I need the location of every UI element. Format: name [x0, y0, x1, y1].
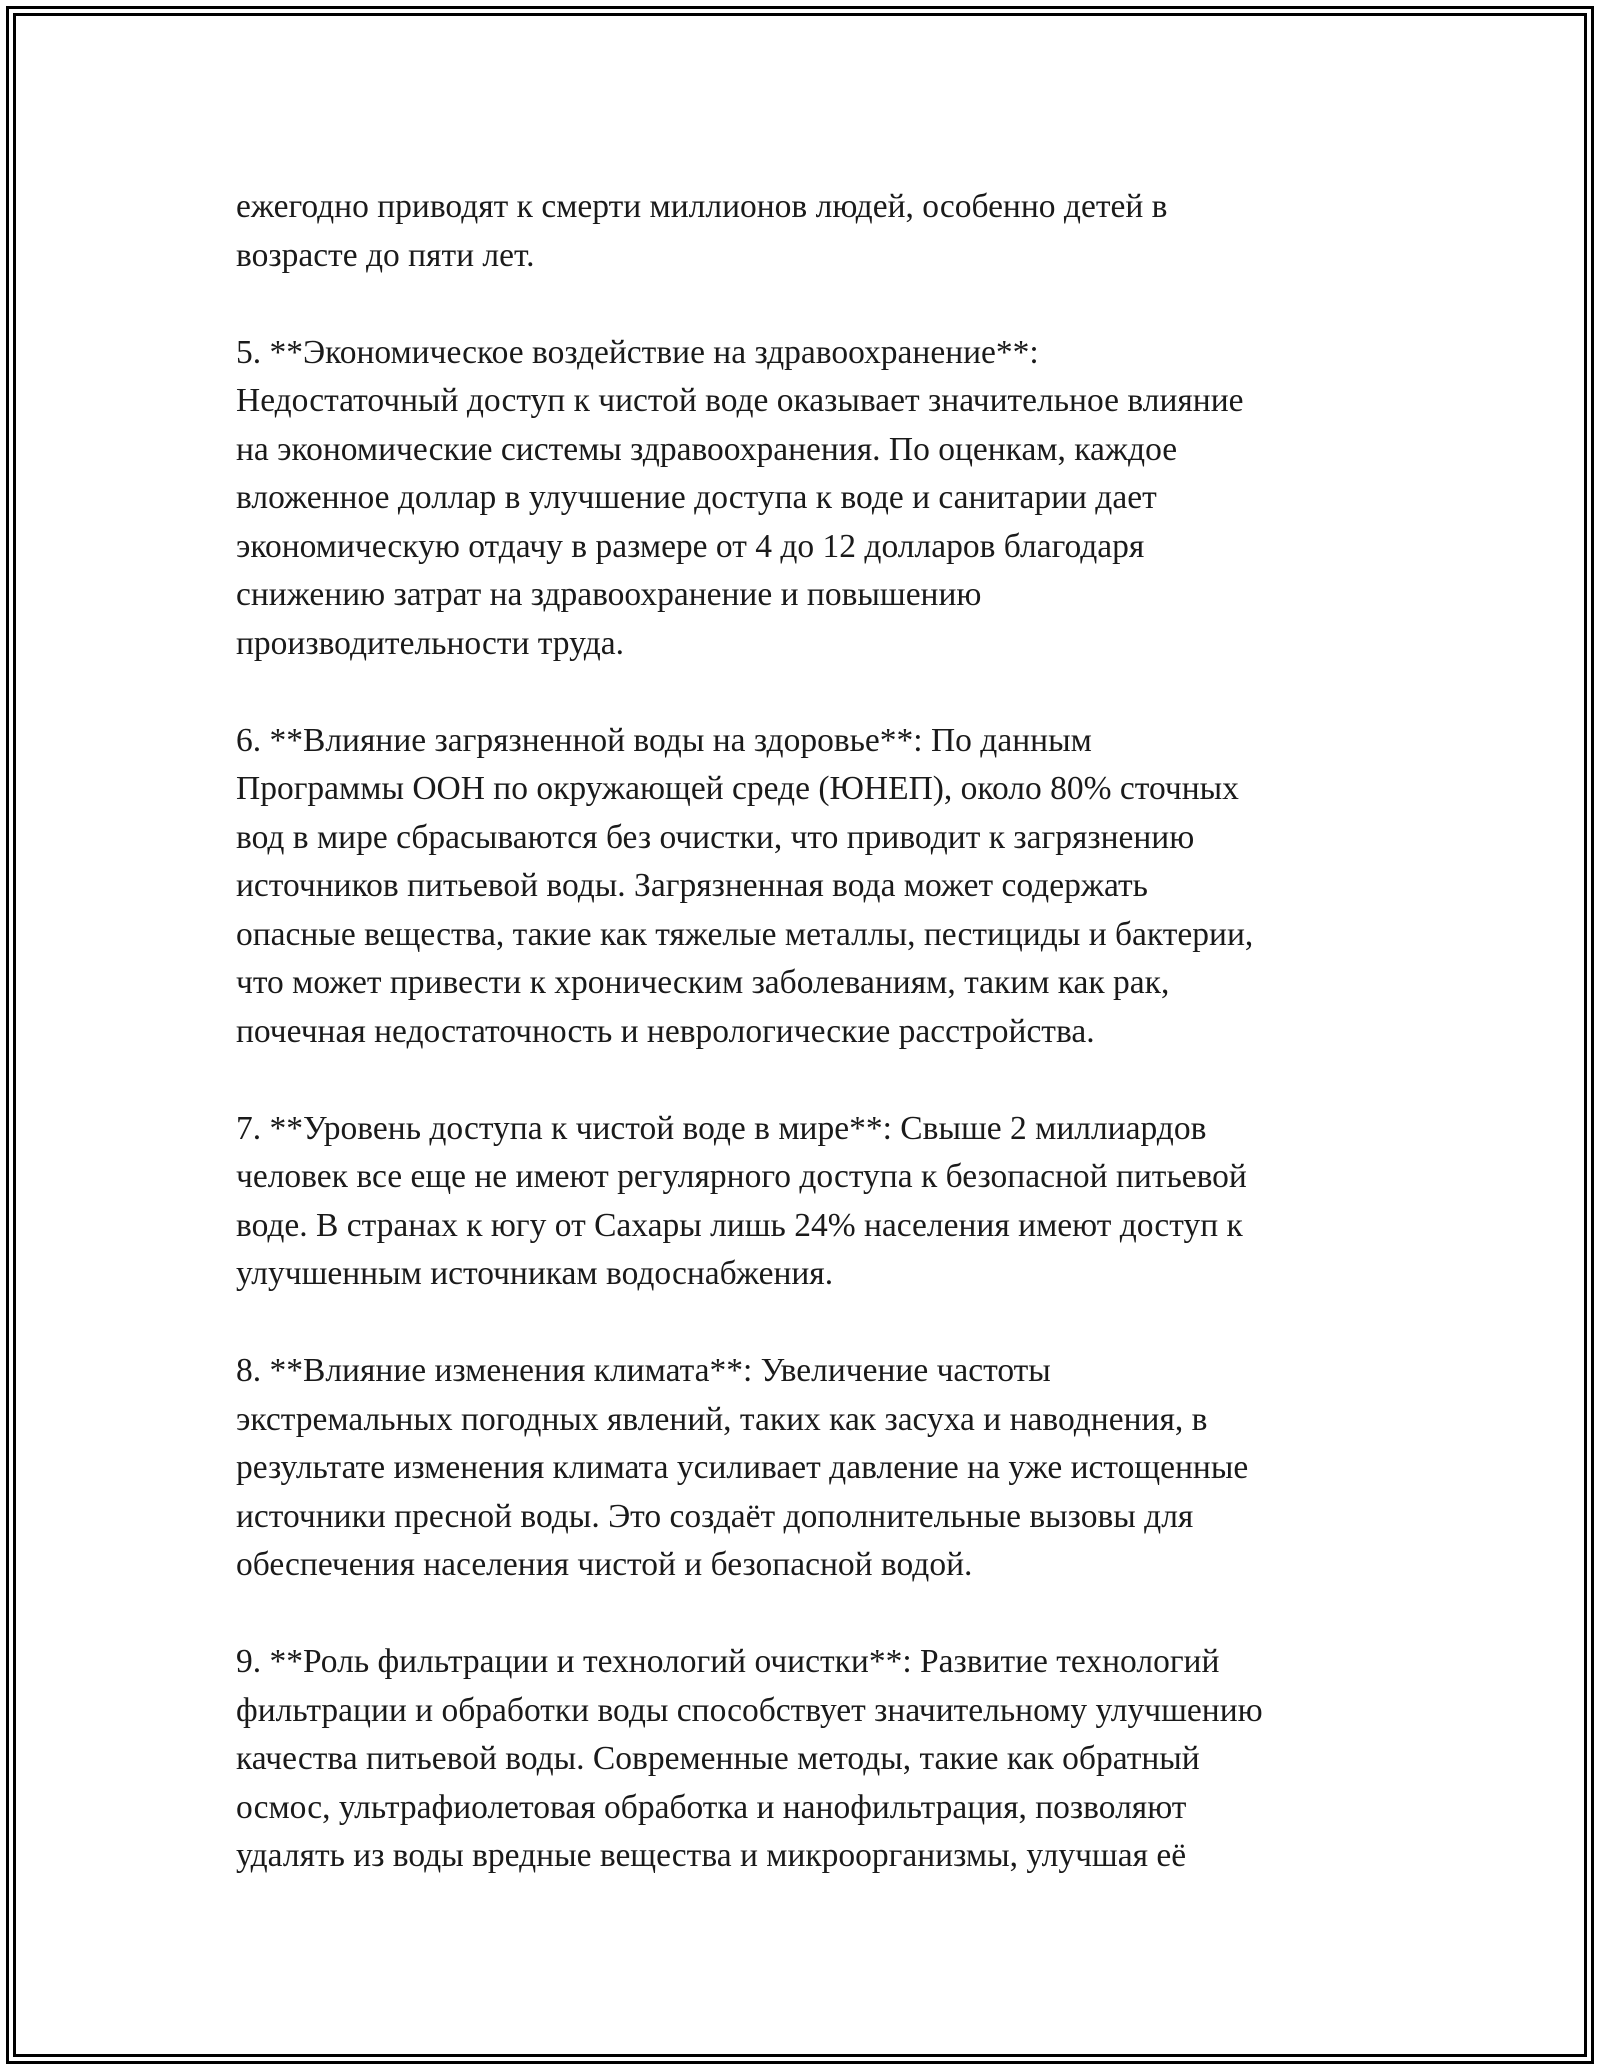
document-body	[236, 183, 1386, 1929]
paragraph-item-5: 5. **Экономическое воздействие на здравоохранение**: Недостаточный доступ к чистой воде оказывает значительное влияние на экономические системы здравоохранения. По оценкам, каждое вложенное доллар в улучшение доступа к воде и санитарии дает экономическую отдачу в размере от 4 до 12 долларов благодаря снижению затрат на здравоохранение и повышению производительности труда.	[236, 333, 1244, 662]
paragraph-item-6: 6. **Влияние загрязненной воды на здоровье**: По данным Программы ООН по окружающей среде (ЮНЕП), около 80% сточных вод в мире сбрасываются без очистки, что приводит к загрязнению источников питьевой воды. Загрязненная вода может содержать опасные вещества, такие как тяжелые металлы, пестициды и бактерии, что может привести к хроническим заболеваниям, таким как рак, почечная недостаточность и неврологические расстройства.	[236, 721, 1254, 1050]
paragraph-continuation: ежегодно приводят к смерти миллионов людей, особенно детей в возрасте до пяти лет.	[236, 188, 1168, 274]
paragraph-item-7: 7. **Уровень доступа к чистой воде в мире**: Свыше 2 миллиардов человек все еще не имеют регулярного доступа к безопасной питьевой воде. В странах к югу от Сахары лишь 24% населения имеют доступ к улучшенным источникам водоснабжения.	[236, 1109, 1247, 1292]
paragraph-item-9: 9. **Роль фильтрации и технологий очистки**: Развитие технологий фильтрации и обработки воды способствует значительному улучшению качества питьевой воды. Современные методы, такие как обратный осмос, ультрафиолетовая обработка и нанофильтрация, позволяют удалять из воды вредные вещества и микроорганизмы, улучшая её	[236, 1643, 1263, 1874]
paragraph-item-8: 8. **Влияние изменения климата**: Увеличение частоты экстремальных погодных явлений, таких как засуха и наводнения, в результате изменения климата усиливает давление на уже истощенные источники пресной воды. Это создаёт дополнительные вызовы для обеспечения населения чистой и безопасной водой.	[236, 1352, 1249, 1583]
